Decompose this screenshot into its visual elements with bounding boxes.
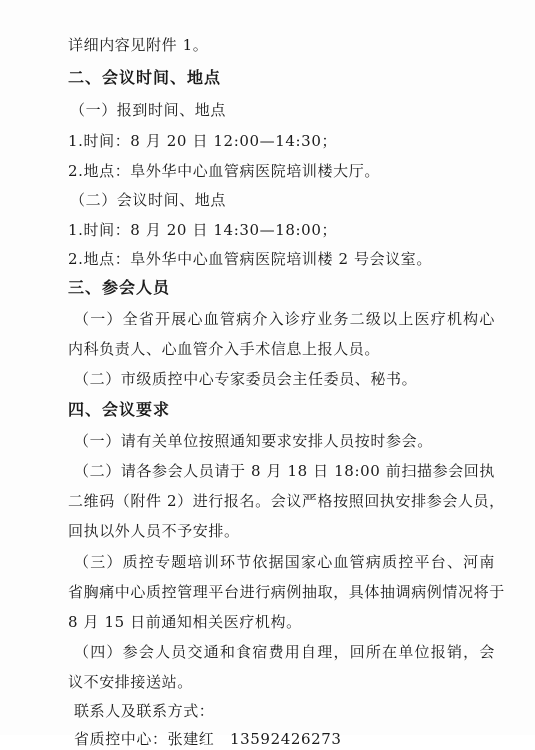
list-item: 2.地点：阜外华中心血管病医院培训楼大厅。 bbox=[68, 162, 380, 180]
paragraph-line: （一）请有关单位按照通知要求安排人员按时参会。 bbox=[74, 432, 433, 450]
paragraph-line: （四）参会人员交通和食宿费用自理，回所在单位报销，会 bbox=[74, 643, 495, 661]
paragraph-line: （三）质控专题培训环节依据国家心血管病质控平台、河南 bbox=[74, 553, 495, 571]
list-item: 2.地点：阜外华中心血管病医院培训楼 2 号会议室。 bbox=[68, 250, 432, 268]
subsection-heading: （二）会议时间、地点 bbox=[70, 191, 227, 209]
paragraph-line: 省胸痛中心质控管理平台进行病例抽取，具体抽调病例情况将于 bbox=[68, 583, 505, 601]
contact-line: 省质控中心：张建红 13592426273 bbox=[74, 730, 342, 748]
list-item: 1.时间：8 月 20 日 14:30—18:00； bbox=[68, 221, 338, 239]
paragraph-line: 详细内容见附件 1。 bbox=[68, 36, 209, 54]
subsection-heading: （一）报到时间、地点 bbox=[70, 101, 227, 119]
contact-heading: 联系人及联系方式： bbox=[74, 702, 215, 720]
paragraph-line: （一）全省开展心血管病介入诊疗业务二级以上医疗机构心 bbox=[74, 310, 495, 328]
paragraph-line: （二）请各参会人员请于 8 月 18 日 18:00 前扫描参会回执 bbox=[74, 462, 495, 480]
paragraph-line: 回执以外人员不予安排。 bbox=[68, 522, 240, 540]
paragraph-line: 8 月 15 日前通知相关医疗机构。 bbox=[68, 613, 302, 631]
section-heading-4: 四、会议要求 bbox=[68, 400, 171, 419]
section-heading-2: 二、会议时间、地点 bbox=[68, 68, 222, 87]
paragraph-line: 内科负责人、心血管介入手术信息上报人员。 bbox=[68, 340, 381, 358]
paragraph-line: 议不安排接送站。 bbox=[68, 673, 193, 691]
section-heading-3: 三、参会人员 bbox=[68, 278, 171, 297]
paragraph-line: （二）市级质控中心专家委员会主任委员、秘书。 bbox=[74, 370, 418, 388]
paragraph-line: 二维码（附件 2）进行报名。会议严格按照回执安排参会人员， bbox=[68, 492, 505, 510]
list-item: 1.时间：8 月 20 日 12:00—14:30； bbox=[68, 132, 338, 150]
